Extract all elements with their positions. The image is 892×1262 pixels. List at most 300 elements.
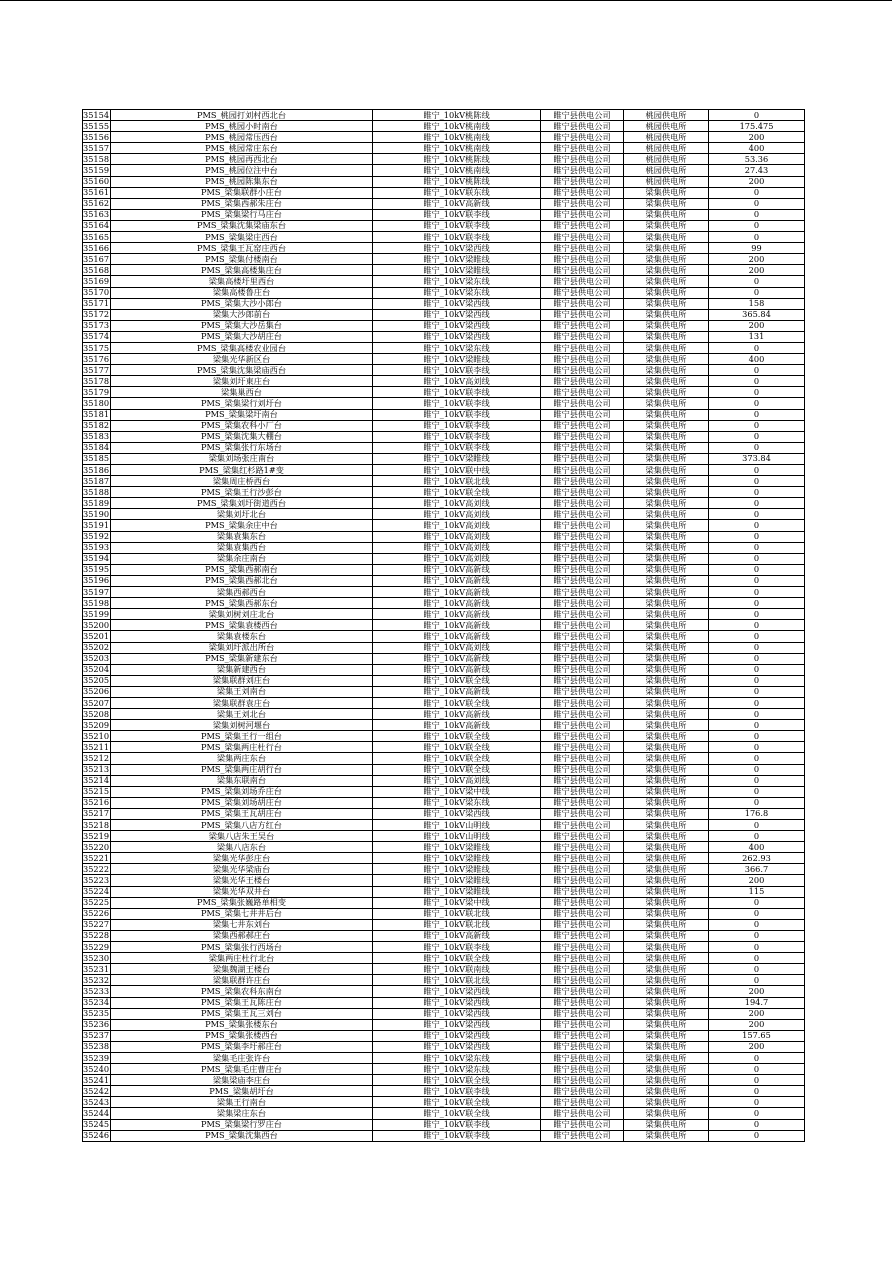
company-cell: 睢宁县供电公司 xyxy=(541,686,624,697)
station-name-cell: PMS_梁集大沙小郎台 xyxy=(111,298,373,309)
row-id-cell: 35176 xyxy=(83,353,110,364)
feeder-line-cell: 睢宁_10kV高刘线 xyxy=(373,553,541,564)
supply-station-cell: 梁集供电所 xyxy=(624,942,709,953)
row-id-cell: 35220 xyxy=(83,841,110,852)
feeder-line-cell: 睢宁_10kV梁西线 xyxy=(373,309,541,320)
row-id-cell: 35194 xyxy=(83,553,110,564)
company-cell: 睢宁县供电公司 xyxy=(541,509,624,520)
station-name-cell: 梁集魏湖王楼台 xyxy=(111,964,373,975)
value-cell: 200 xyxy=(709,132,805,143)
supply-station-cell: 桃园供电所 xyxy=(624,165,709,176)
company-cell: 睢宁县供电公司 xyxy=(541,132,624,143)
supply-station-cell: 梁集供电所 xyxy=(624,220,709,231)
table-row xyxy=(83,442,805,453)
table-row xyxy=(83,176,805,187)
feeder-line-cell: 睢宁_10kV梁睢线 xyxy=(373,853,541,864)
station-name-cell: 梁集梁庙李庄台 xyxy=(111,1075,373,1086)
table-row xyxy=(83,276,805,287)
table-row xyxy=(83,664,805,675)
feeder-line-cell: 睢宁_10kV梁东线 xyxy=(373,287,541,298)
value-cell: 200 xyxy=(709,265,805,276)
supply-station-cell: 梁集供电所 xyxy=(624,953,709,964)
feeder-line-cell: 睢宁_10kV联李线 xyxy=(373,220,541,231)
company-cell: 睢宁县供电公司 xyxy=(541,975,624,986)
table-row xyxy=(83,398,805,409)
station-name-cell: 梁集光华梁庙台 xyxy=(111,864,373,875)
company-cell: 睢宁县供电公司 xyxy=(541,1008,624,1019)
table-row xyxy=(83,930,805,941)
value-cell: 0 xyxy=(709,465,805,476)
supply-station-cell: 梁集供电所 xyxy=(624,298,709,309)
table-row xyxy=(83,1008,805,1019)
company-cell: 睢宁县供电公司 xyxy=(541,531,624,542)
table-row xyxy=(83,1097,805,1108)
supply-station-cell: 梁集供电所 xyxy=(624,1019,709,1030)
table-row xyxy=(83,831,805,842)
row-id-cell: 35215 xyxy=(83,786,110,797)
value-cell: 0 xyxy=(709,930,805,941)
feeder-line-cell: 睢宁_10kV联李线 xyxy=(373,442,541,453)
table-row xyxy=(83,797,805,808)
feeder-line-cell: 睢宁_10kV高新线 xyxy=(373,587,541,598)
supply-station-cell: 梁集供电所 xyxy=(624,276,709,287)
station-name-cell: 梁集两庄杜行北台 xyxy=(111,953,373,964)
company-cell: 睢宁县供电公司 xyxy=(541,675,624,686)
table-row xyxy=(83,1052,805,1063)
station-name-cell: 梁集联群袁庄台 xyxy=(111,697,373,708)
table-row xyxy=(83,653,805,664)
value-cell: 0 xyxy=(709,831,805,842)
table-row xyxy=(83,897,805,908)
station-name-cell: PMS_梁集张楼东台 xyxy=(111,1019,373,1030)
station-name-cell: PMS_梁集梁行罗庄台 xyxy=(111,1119,373,1130)
row-id-cell: 35196 xyxy=(83,575,110,586)
value-cell: 0 xyxy=(709,487,805,498)
value-cell: 99 xyxy=(709,243,805,254)
value-cell: 0 xyxy=(709,664,805,675)
supply-station-cell: 梁集供电所 xyxy=(624,575,709,586)
feeder-line-cell: 睢宁_10kV联北线 xyxy=(373,919,541,930)
feeder-line-cell: 睢宁_10kV梁睢线 xyxy=(373,842,541,853)
row-id-cell: 35229 xyxy=(83,941,110,952)
table-row xyxy=(83,154,805,165)
value-cell: 0 xyxy=(709,553,805,564)
row-id-cell: 35232 xyxy=(83,974,110,985)
feeder-line-cell: 睢宁_10kV梁东线 xyxy=(373,1052,541,1063)
row-id-cell: 35178 xyxy=(83,375,110,386)
table-row xyxy=(83,520,805,531)
value-cell: 175.475 xyxy=(709,121,805,132)
table-row xyxy=(83,220,805,231)
table-row xyxy=(83,1064,805,1075)
station-name-cell: 梁集刘圩派出所台 xyxy=(111,642,373,653)
station-name-cell: 梁集高楼圩里西台 xyxy=(111,276,373,287)
row-id-cell: 35237 xyxy=(83,1030,110,1041)
value-cell: 0 xyxy=(709,209,805,220)
table-row xyxy=(83,287,805,298)
value-cell: 400 xyxy=(709,354,805,365)
row-id-cell: 35228 xyxy=(83,930,110,941)
supply-station-cell: 梁集供电所 xyxy=(624,209,709,220)
value-cell: 200 xyxy=(709,320,805,331)
row-id-cell: 35189 xyxy=(83,497,110,508)
station-name-cell: PMS_梁集高楼农业园台 xyxy=(111,342,373,353)
station-name-cell: PMS_梁集八店方红台 xyxy=(111,820,373,831)
company-cell: 睢宁县供电公司 xyxy=(541,853,624,864)
supply-station-cell: 梁集供电所 xyxy=(624,265,709,276)
value-cell: 131 xyxy=(709,331,805,342)
company-cell: 睢宁县供电公司 xyxy=(541,1041,624,1052)
table-row xyxy=(83,631,805,642)
value-cell: 0 xyxy=(709,620,805,631)
company-cell: 睢宁县供电公司 xyxy=(541,775,624,786)
row-id-cell: 35188 xyxy=(83,486,110,497)
row-id-cell: 35246 xyxy=(83,1130,110,1141)
feeder-line-cell: 睢宁_10kV梁睢线 xyxy=(373,354,541,365)
station-name-cell: 梁集高楼鲁庄台 xyxy=(111,287,373,298)
supply-station-cell: 梁集供电所 xyxy=(624,808,709,819)
page-top-border xyxy=(0,0,892,1)
table-row xyxy=(83,498,805,509)
row-id-cell: 35195 xyxy=(83,564,110,575)
company-cell: 睢宁县供电公司 xyxy=(541,697,624,708)
value-cell: 0 xyxy=(709,431,805,442)
value-cell: 0 xyxy=(709,697,805,708)
station-name-cell: PMS_桃园小时南台 xyxy=(111,121,373,132)
table-row xyxy=(83,575,805,586)
value-cell: 0 xyxy=(709,376,805,387)
value-cell: 0 xyxy=(709,775,805,786)
row-id-cell: 35205 xyxy=(83,675,110,686)
supply-station-cell: 梁集供电所 xyxy=(624,453,709,464)
table-row xyxy=(83,265,805,276)
supply-station-cell: 梁集供电所 xyxy=(624,442,709,453)
station-name-cell: PMS_梁集张行西场台 xyxy=(111,942,373,953)
row-id-cell: 35180 xyxy=(83,397,110,408)
feeder-line-cell: 睢宁_10kV联李线 xyxy=(373,232,541,243)
supply-station-cell: 梁集供电所 xyxy=(624,409,709,420)
company-cell: 睢宁县供电公司 xyxy=(541,1075,624,1086)
feeder-line-cell: 睢宁_10kV联全线 xyxy=(373,1075,541,1086)
station-name-cell: PMS_梁集张巍路单相变 xyxy=(111,897,373,908)
company-cell: 睢宁县供电公司 xyxy=(541,820,624,831)
value-cell: 0 xyxy=(709,420,805,431)
table-row xyxy=(83,564,805,575)
row-id-cell: 35199 xyxy=(83,608,110,619)
value-cell: 0 xyxy=(709,942,805,953)
supply-station-cell: 梁集供电所 xyxy=(624,853,709,864)
feeder-line-cell: 睢宁_10kV联李线 xyxy=(373,398,541,409)
station-name-cell: PMS_梁集西郝南台 xyxy=(111,564,373,575)
feeder-line-cell: 睢宁_10kV联北线 xyxy=(373,476,541,487)
row-id-cell: 35244 xyxy=(83,1107,110,1118)
table-row xyxy=(83,1075,805,1086)
table-row xyxy=(83,753,805,764)
company-cell: 睢宁县供电公司 xyxy=(541,997,624,1008)
row-id-cell: 35164 xyxy=(83,220,110,231)
table-row xyxy=(83,1041,805,1052)
table-row xyxy=(83,620,805,631)
feeder-line-cell: 睢宁_10kV桃南线 xyxy=(373,165,541,176)
value-cell: 0 xyxy=(709,564,805,575)
station-name-cell: 梁集袁集东台 xyxy=(111,531,373,542)
station-name-cell: 梁集王行南台 xyxy=(111,1097,373,1108)
value-cell: 200 xyxy=(709,875,805,886)
value-cell: 0 xyxy=(709,1108,805,1119)
station-name-cell: PMS_梁集高楼集庄台 xyxy=(111,265,373,276)
supply-station-cell: 桃园供电所 xyxy=(624,132,709,143)
feeder-line-cell: 睢宁_10kV梁西线 xyxy=(373,1008,541,1019)
company-cell: 睢宁县供电公司 xyxy=(541,653,624,664)
value-cell: 200 xyxy=(709,1019,805,1030)
station-name-cell: PMS_梁集梁圩南台 xyxy=(111,409,373,420)
station-name-cell: PMS_梁集付楼南台 xyxy=(111,254,373,265)
company-cell: 睢宁县供电公司 xyxy=(541,1119,624,1130)
feeder-line-cell: 睢宁_10kV梁中线 xyxy=(373,897,541,908)
row-id-cell: 35198 xyxy=(83,597,110,608)
feeder-line-cell: 睢宁_10kV桃南线 xyxy=(373,143,541,154)
row-id-cell: 35168 xyxy=(83,264,110,275)
feeder-line-cell: 睢宁_10kV联北线 xyxy=(373,908,541,919)
value-cell: 0 xyxy=(709,287,805,298)
feeder-line-cell: 睢宁_10kV联全线 xyxy=(373,697,541,708)
company-cell: 睢宁县供电公司 xyxy=(541,1086,624,1097)
company-cell: 睢宁县供电公司 xyxy=(541,331,624,342)
feeder-line-cell: 睢宁_10kV高新线 xyxy=(373,198,541,209)
row-id-cell: 35174 xyxy=(83,331,110,342)
feeder-line-cell: 睢宁_10kV联李线 xyxy=(373,365,541,376)
supply-station-cell: 梁集供电所 xyxy=(624,897,709,908)
feeder-line-cell: 睢宁_10kV梁西线 xyxy=(373,320,541,331)
station-name-cell: PMS_桃园常压西台 xyxy=(111,132,373,143)
company-cell: 睢宁县供电公司 xyxy=(541,243,624,254)
row-id-cell: 35208 xyxy=(83,708,110,719)
feeder-line-cell: 睢宁_10kV联全线 xyxy=(373,1108,541,1119)
row-id-cell: 35185 xyxy=(83,453,110,464)
row-id-cell: 35224 xyxy=(83,886,110,897)
feeder-line-cell: 睢宁_10kV梁睢线 xyxy=(373,453,541,464)
company-cell: 睢宁县供电公司 xyxy=(541,265,624,276)
table-row xyxy=(83,121,805,132)
table-row xyxy=(83,642,805,653)
company-cell: 睢宁县供电公司 xyxy=(541,731,624,742)
row-id-cell: 35179 xyxy=(83,386,110,397)
row-id-cell: 35159 xyxy=(83,165,110,176)
value-cell: 0 xyxy=(709,820,805,831)
table-row xyxy=(83,587,805,598)
supply-station-cell: 梁集供电所 xyxy=(624,675,709,686)
row-id-cell: 35240 xyxy=(83,1063,110,1074)
station-name-cell: PMS_梁集毛庄曹庄台 xyxy=(111,1064,373,1075)
company-cell: 睢宁县供电公司 xyxy=(541,387,624,398)
row-id-cell: 35233 xyxy=(83,985,110,996)
station-name-cell: 梁集西郝西台 xyxy=(111,587,373,598)
feeder-line-cell: 睢宁_10kV高刘线 xyxy=(373,509,541,520)
supply-station-cell: 梁集供电所 xyxy=(624,820,709,831)
station-name-cell: 梁集光华新区台 xyxy=(111,354,373,365)
supply-station-cell: 梁集供电所 xyxy=(624,875,709,886)
table-row xyxy=(83,110,805,121)
supply-station-cell: 梁集供电所 xyxy=(624,1064,709,1075)
feeder-line-cell: 睢宁_10kV梁东线 xyxy=(373,797,541,808)
supply-station-cell: 梁集供电所 xyxy=(624,653,709,664)
company-cell: 睢宁县供电公司 xyxy=(541,476,624,487)
supply-station-cell: 梁集供电所 xyxy=(624,1130,709,1141)
table-row xyxy=(83,609,805,620)
value-cell: 0 xyxy=(709,1075,805,1086)
company-cell: 睢宁县供电公司 xyxy=(541,831,624,842)
feeder-line-cell: 睢宁_10kV高新线 xyxy=(373,609,541,620)
table-row xyxy=(83,232,805,243)
value-cell: 0 xyxy=(709,442,805,453)
supply-station-cell: 梁集供电所 xyxy=(624,975,709,986)
supply-station-cell: 梁集供电所 xyxy=(624,420,709,431)
supply-station-cell: 梁集供电所 xyxy=(624,742,709,753)
value-cell: 0 xyxy=(709,587,805,598)
feeder-line-cell: 睢宁_10kV高新线 xyxy=(373,575,541,586)
company-cell: 睢宁县供电公司 xyxy=(541,842,624,853)
supply-station-cell: 梁集供电所 xyxy=(624,309,709,320)
supply-station-cell: 梁集供电所 xyxy=(624,697,709,708)
company-cell: 睢宁县供电公司 xyxy=(541,720,624,731)
value-cell: 400 xyxy=(709,842,805,853)
supply-station-cell: 梁集供电所 xyxy=(624,764,709,775)
company-cell: 睢宁县供电公司 xyxy=(541,908,624,919)
table-row xyxy=(83,143,805,154)
supply-station-cell: 梁集供电所 xyxy=(624,864,709,875)
supply-station-cell: 梁集供电所 xyxy=(624,620,709,631)
supply-station-cell: 梁集供电所 xyxy=(624,509,709,520)
station-name-cell: PMS_梁集袁楼西台 xyxy=(111,620,373,631)
company-cell: 睢宁县供电公司 xyxy=(541,1030,624,1041)
table-row xyxy=(83,764,805,775)
company-cell: 睢宁县供电公司 xyxy=(541,1108,624,1119)
row-id-cell: 35221 xyxy=(83,852,110,863)
supply-station-cell: 梁集供电所 xyxy=(624,320,709,331)
supply-station-cell: 梁集供电所 xyxy=(624,1052,709,1063)
feeder-line-cell: 睢宁_10kV联北线 xyxy=(373,975,541,986)
value-cell: 0 xyxy=(709,631,805,642)
feeder-line-cell: 睢宁_10kV高刘线 xyxy=(373,775,541,786)
station-name-cell: PMS_梁集王瓦三刘台 xyxy=(111,1008,373,1019)
row-id-cell: 35234 xyxy=(83,997,110,1008)
supply-station-cell: 梁集供电所 xyxy=(624,753,709,764)
value-cell: 157.65 xyxy=(709,1030,805,1041)
company-cell: 睢宁县供电公司 xyxy=(541,453,624,464)
company-cell: 睢宁县供电公司 xyxy=(541,631,624,642)
station-name-cell: 梁集八店东台 xyxy=(111,842,373,853)
table-row xyxy=(83,165,805,176)
value-cell: 0 xyxy=(709,387,805,398)
station-name-cell: PMS_梁集农科小厂台 xyxy=(111,420,373,431)
row-id-cell: 35170 xyxy=(83,287,110,298)
supply-station-cell: 梁集供电所 xyxy=(624,1075,709,1086)
table-row xyxy=(83,997,805,1008)
row-id-cell: 35243 xyxy=(83,1096,110,1107)
supply-station-cell: 梁集供电所 xyxy=(624,919,709,930)
row-id-cell: 35186 xyxy=(83,464,110,475)
company-cell: 睢宁县供电公司 xyxy=(541,598,624,609)
table-row xyxy=(83,1086,805,1097)
company-cell: 睢宁县供电公司 xyxy=(541,886,624,897)
value-cell: 400 xyxy=(709,143,805,154)
supply-station-cell: 梁集供电所 xyxy=(624,498,709,509)
station-name-cell: PMS_梁集大沙岳集台 xyxy=(111,320,373,331)
feeder-line-cell: 睢宁_10kV高新线 xyxy=(373,598,541,609)
company-cell: 睢宁县供电公司 xyxy=(541,742,624,753)
value-cell: 0 xyxy=(709,1064,805,1075)
row-id-cell: 35182 xyxy=(83,420,110,431)
station-name-cell: PMS_梁集王行沙彭台 xyxy=(111,487,373,498)
row-id-cell: 35219 xyxy=(83,830,110,841)
feeder-line-cell: 睢宁_10kV联全线 xyxy=(373,1097,541,1108)
row-id-cell: 35169 xyxy=(83,275,110,286)
feeder-line-cell: 睢宁_10kV梁睢线 xyxy=(373,254,541,265)
supply-station-cell: 梁集供电所 xyxy=(624,1086,709,1097)
supply-station-cell: 梁集供电所 xyxy=(624,243,709,254)
feeder-line-cell: 睢宁_10kV梁睢线 xyxy=(373,265,541,276)
supply-station-cell: 梁集供电所 xyxy=(624,354,709,365)
table-row xyxy=(83,942,805,953)
supply-station-cell: 梁集供电所 xyxy=(624,1030,709,1041)
feeder-line-cell: 睢宁_10kV梁西线 xyxy=(373,298,541,309)
supply-station-cell: 桃园供电所 xyxy=(624,110,709,121)
value-cell: 176.8 xyxy=(709,808,805,819)
station-name-cell: 梁集刘树河堰台 xyxy=(111,720,373,731)
value-cell: 0 xyxy=(709,498,805,509)
feeder-line-cell: 睢宁_10kV联全线 xyxy=(373,764,541,775)
station-name-cell: PMS_梁集王行一组台 xyxy=(111,731,373,742)
station-name-cell: PMS_梁集沈集梁庙东台 xyxy=(111,220,373,231)
feeder-line-cell: 睢宁_10kV联全线 xyxy=(373,753,541,764)
value-cell: 0 xyxy=(709,1119,805,1130)
feeder-line-cell: 睢宁_10kV联李线 xyxy=(373,209,541,220)
row-id-cell: 35193 xyxy=(83,542,110,553)
station-name-cell: PMS_梁集张行东场台 xyxy=(111,442,373,453)
table-row xyxy=(83,875,805,886)
feeder-line-cell: 睢宁_10kV联李线 xyxy=(373,1119,541,1130)
feeder-line-cell: 睢宁_10kV联李线 xyxy=(373,942,541,953)
supply-station-cell: 梁集供电所 xyxy=(624,365,709,376)
company-cell: 睢宁县供电公司 xyxy=(541,232,624,243)
table-row xyxy=(83,709,805,720)
company-cell: 睢宁县供电公司 xyxy=(541,143,624,154)
row-id-cell: 35236 xyxy=(83,1019,110,1030)
value-cell: 0 xyxy=(709,598,805,609)
table-row xyxy=(83,886,805,897)
station-name-cell: PMS_桃园位注中台 xyxy=(111,165,373,176)
supply-station-cell: 梁集供电所 xyxy=(624,1097,709,1108)
supply-station-cell: 梁集供电所 xyxy=(624,331,709,342)
row-id-cell: 35192 xyxy=(83,531,110,542)
table-row xyxy=(83,731,805,742)
company-cell: 睢宁县供电公司 xyxy=(541,198,624,209)
value-cell: 0 xyxy=(709,975,805,986)
feeder-line-cell: 睢宁_10kV高刘线 xyxy=(373,520,541,531)
station-name-cell: PMS_梁集王瓦胡庄台 xyxy=(111,808,373,819)
station-name-cell: PMS_梁集刘场乔庄台 xyxy=(111,786,373,797)
station-name-cell: PMS_梁集张楼西台 xyxy=(111,1030,373,1041)
company-cell: 睢宁县供电公司 xyxy=(541,564,624,575)
feeder-line-cell: 睢宁_10kV梁睢线 xyxy=(373,875,541,886)
row-id-cell: 35171 xyxy=(83,298,110,309)
value-cell: 0 xyxy=(709,919,805,930)
supply-station-cell: 梁集供电所 xyxy=(624,431,709,442)
row-id-cell: 35210 xyxy=(83,730,110,741)
company-cell: 睢宁县供电公司 xyxy=(541,664,624,675)
feeder-line-cell: 睢宁_10kV高刘线 xyxy=(373,498,541,509)
company-cell: 睢宁县供电公司 xyxy=(541,209,624,220)
